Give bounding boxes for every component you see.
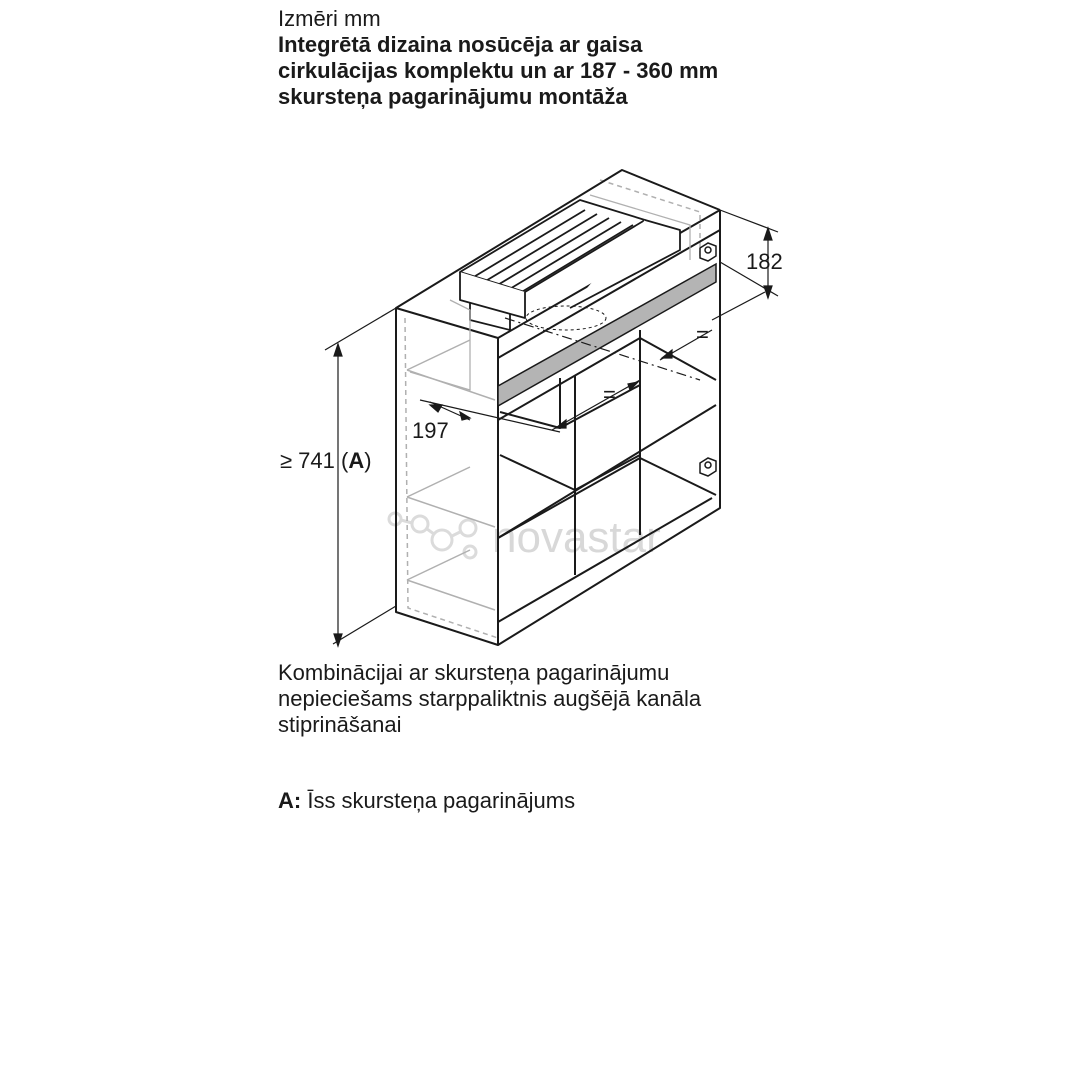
- header: [278, 6, 838, 110]
- legend-text: Īss skursteņa pagarinājums: [301, 788, 576, 813]
- watermark-logo: [389, 513, 476, 558]
- installation-note: [278, 660, 878, 738]
- height-dimension-label: ≥ 741 (A): [280, 448, 372, 473]
- depth-dimension-label: 197: [412, 418, 449, 443]
- dimensions-unit-label: Izmēri mm: [278, 6, 381, 31]
- title-line-3: skursteņa pagarinājumu montāža: [278, 84, 628, 109]
- chimney-dimension-label: 182: [746, 249, 783, 274]
- legend-key: A:: [278, 788, 302, 813]
- legend: [278, 788, 575, 814]
- equal-mark-lower: =: [603, 382, 616, 407]
- equal-mark-upper: =: [696, 322, 709, 347]
- title-line-2: cirkulācijas komplektu un ar 187 - 360 mm: [278, 58, 719, 83]
- note-line-1: Kombinācijai ar skursteņa pagarinājumu: [278, 660, 670, 685]
- watermark-text: novastar: [492, 513, 661, 562]
- mounting-clip-lower: [700, 458, 716, 476]
- title-line-1: Integrētā dizaina nosūcēja ar gaisa: [278, 32, 643, 57]
- installation-diagram: [0, 150, 1080, 660]
- note-line-2: nepieciešams starppaliktnis augšējā kanāla: [278, 686, 702, 711]
- height-dimension: [325, 308, 396, 646]
- mounting-clip-upper: [700, 243, 716, 261]
- note-line-3: stiprināšanai: [278, 712, 402, 737]
